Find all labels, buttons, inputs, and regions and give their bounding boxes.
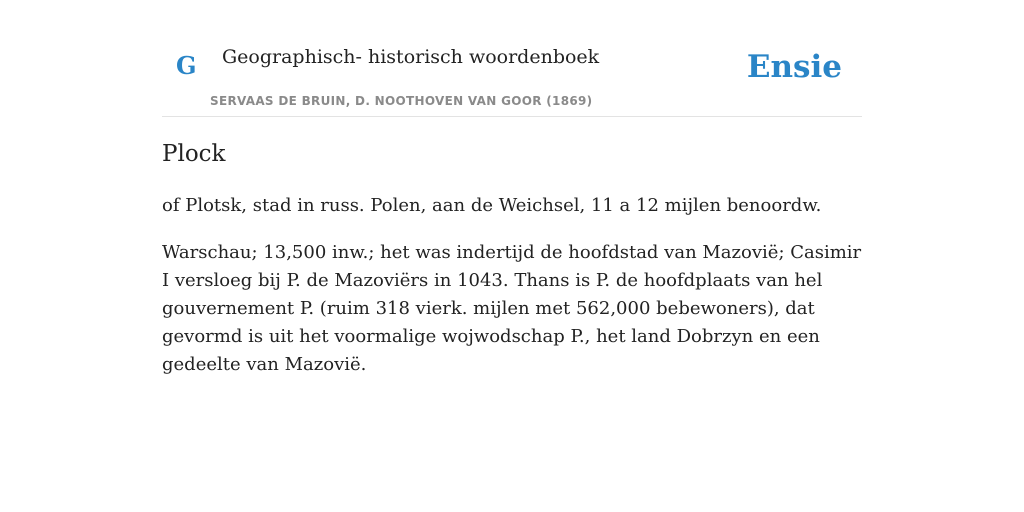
entry-body [162, 192, 862, 398]
entry-title: Plock [162, 141, 226, 167]
entry-paragraph: of Plotsk, stad in russ. Polen, aan de Weichsel, 11 a 12 mijlen benoordw. [162, 195, 822, 216]
entry-paragraph: Warschau; 13,500 inw.; het was indertijd de hoofdstad van Mazovië; Casimir I versloeg bij P. de Mazoviërs in 1043. Thans is P. de hoofdplaats van hel gouvernement P. (ruim 318 vierk. mijlen met 562,000 bebewoners), dat gevormd is uit het voormalige wojwodschap P., het land Dobrzyn en een gedeelte van Mazovië. [162, 242, 862, 375]
book-header [162, 0, 862, 117]
book-letter-icon[interactable]: G [176, 51, 197, 80]
book-authors: SERVAAS DE BRUIN, D. NOOTHOVEN VAN GOOR (1869) [210, 94, 593, 108]
ensie-logo[interactable]: Ensie [746, 49, 842, 85]
page-container [162, 0, 862, 375]
book-title[interactable]: Geographisch- historisch woordenboek [222, 46, 600, 68]
